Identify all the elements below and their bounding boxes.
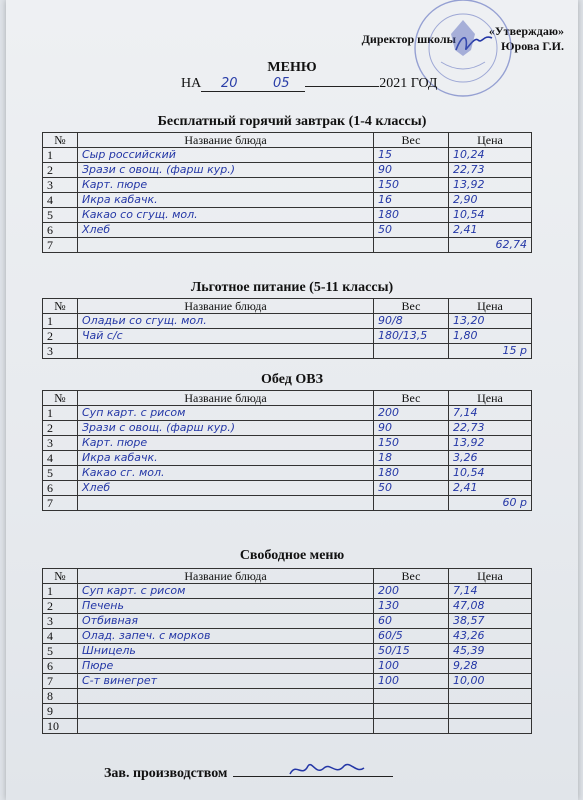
manager-signature <box>286 758 366 787</box>
col-price: Цена <box>449 391 532 406</box>
table-row <box>43 599 532 614</box>
dish-weight: 90/8 <box>374 314 449 329</box>
table-row <box>43 148 532 163</box>
dish-weight: 150 <box>374 436 449 451</box>
section-title-ovz: Обед ОВЗ <box>261 372 323 387</box>
dish-weight <box>374 238 449 253</box>
date-line <box>181 76 437 92</box>
dish-price: 13,20 <box>449 314 532 329</box>
dish-name: Хлеб <box>78 223 374 238</box>
dish-name: Сыр российский <box>78 148 374 163</box>
on-label: НА <box>181 76 202 91</box>
dish-name: Зрази с овощ. (фарш кур.) <box>78 163 374 178</box>
dish-price: 22,73 <box>449 421 532 436</box>
dish-name: Зрази с овощ. (фарш кур.) <box>78 421 374 436</box>
dish-weight: 50/15 <box>374 644 449 659</box>
dish-weight: 90 <box>374 421 449 436</box>
dish-name <box>78 719 374 734</box>
month-value: 05 <box>257 76 305 92</box>
table-row <box>43 584 532 599</box>
dish-price: 45,39 <box>449 644 532 659</box>
dish-name <box>78 496 374 511</box>
dish-name: Какао сг. мол. <box>78 466 374 481</box>
row-num: 7 <box>43 238 78 253</box>
table-row <box>43 314 532 329</box>
table-row <box>43 466 532 481</box>
dish-weight: 130 <box>374 599 449 614</box>
dish-price: 43,26 <box>449 629 532 644</box>
col-weight: Вес <box>374 569 449 584</box>
table-row <box>43 496 532 511</box>
dish-price-total: 60 р <box>449 496 532 511</box>
table-row <box>43 644 532 659</box>
table-row <box>43 421 532 436</box>
production-manager-label: Зав. производством <box>104 766 228 781</box>
table-row <box>43 674 532 689</box>
dish-name: Суп карт. с рисом <box>78 406 374 421</box>
table-row <box>43 329 532 344</box>
section-title-breakfast: Бесплатный горячий завтрак (1-4 классы) <box>157 114 427 129</box>
dish-price: 47,08 <box>449 599 532 614</box>
dish-name: С-т винегрет <box>78 674 374 689</box>
col-name: Название блюда <box>78 133 374 148</box>
dish-name: Отбивная <box>78 614 374 629</box>
dish-price: 2,90 <box>449 193 532 208</box>
dish-weight: 50 <box>374 481 449 496</box>
table-row <box>43 719 532 734</box>
dish-name <box>78 344 374 359</box>
section-title-free: Свободное меню <box>239 548 345 563</box>
dish-weight <box>374 496 449 511</box>
section-title-subsidized: Льготное питание (5-11 классы) <box>190 280 394 295</box>
dish-weight: 60 <box>374 614 449 629</box>
table-row <box>43 344 532 359</box>
dish-price: 10,54 <box>449 208 532 223</box>
dish-price: 13,92 <box>449 436 532 451</box>
director-label: Директор школы <box>361 32 456 46</box>
table-row <box>43 193 532 208</box>
menu-title: МЕНЮ <box>267 60 317 75</box>
dish-price: 3,26 <box>449 451 532 466</box>
col-num: № <box>43 299 78 314</box>
table-row <box>43 659 532 674</box>
row-num: 1 <box>43 314 78 329</box>
row-num: 4 <box>43 451 78 466</box>
breakfast-table <box>42 132 532 253</box>
col-name: Название блюда <box>78 569 374 584</box>
row-num: 9 <box>43 704 78 719</box>
table-row <box>43 629 532 644</box>
col-num: № <box>43 391 78 406</box>
row-num: 3 <box>43 178 78 193</box>
row-num: 5 <box>43 466 78 481</box>
dish-weight: 50 <box>374 223 449 238</box>
dish-weight: 180 <box>374 466 449 481</box>
col-price: Цена <box>449 133 532 148</box>
row-num: 3 <box>43 614 78 629</box>
dish-name: Хлеб <box>78 481 374 496</box>
dish-name: Икра кабачк. <box>78 451 374 466</box>
row-num: 2 <box>43 163 78 178</box>
dish-weight: 180 <box>374 208 449 223</box>
col-price: Цена <box>449 569 532 584</box>
row-num: 6 <box>43 659 78 674</box>
row-num: 2 <box>43 599 78 614</box>
dish-name: Печень <box>78 599 374 614</box>
row-num: 3 <box>43 344 78 359</box>
row-num: 1 <box>43 584 78 599</box>
dish-weight: 100 <box>374 674 449 689</box>
dish-name: Карт. пюре <box>78 436 374 451</box>
dish-name: Чай с/с <box>78 329 374 344</box>
col-name: Название блюда <box>78 299 374 314</box>
row-num: 5 <box>43 208 78 223</box>
dish-name: Олад. запеч. с морков <box>78 629 374 644</box>
dish-weight: 180/13,5 <box>374 329 449 344</box>
dish-name <box>78 704 374 719</box>
dish-weight <box>374 704 449 719</box>
dish-price: 7,14 <box>449 584 532 599</box>
col-weight: Вес <box>374 299 449 314</box>
table-row <box>43 481 532 496</box>
table-row <box>43 223 532 238</box>
dish-price-total: 62,74 <box>449 238 532 253</box>
dish-weight: 18 <box>374 451 449 466</box>
year-label: 2021 ГОД <box>379 76 438 91</box>
free-menu-table <box>42 568 532 734</box>
table-row <box>43 406 532 421</box>
dish-weight: 16 <box>374 193 449 208</box>
row-num: 8 <box>43 689 78 704</box>
dish-weight <box>374 689 449 704</box>
dish-price: 13,92 <box>449 178 532 193</box>
dish-price: 10,00 <box>449 674 532 689</box>
dish-price <box>449 689 532 704</box>
table-row <box>43 614 532 629</box>
table-row <box>43 451 532 466</box>
row-num: 7 <box>43 674 78 689</box>
col-num: № <box>43 569 78 584</box>
approve-label: «Утверждаю» <box>488 24 564 38</box>
row-num: 10 <box>43 719 78 734</box>
row-num: 4 <box>43 629 78 644</box>
dish-weight: 200 <box>374 406 449 421</box>
row-num: 6 <box>43 223 78 238</box>
row-num: 4 <box>43 193 78 208</box>
menu-document <box>6 0 578 800</box>
dish-weight: 200 <box>374 584 449 599</box>
footer <box>104 766 393 782</box>
row-num: 3 <box>43 436 78 451</box>
date-blank <box>305 86 379 87</box>
dish-name <box>78 238 374 253</box>
dish-weight <box>374 344 449 359</box>
row-num: 2 <box>43 421 78 436</box>
table-row <box>43 178 532 193</box>
dish-name: Суп карт. с рисом <box>78 584 374 599</box>
col-weight: Вес <box>374 133 449 148</box>
col-num: № <box>43 133 78 148</box>
row-num: 6 <box>43 481 78 496</box>
row-num: 2 <box>43 329 78 344</box>
dish-weight: 150 <box>374 178 449 193</box>
table-row <box>43 238 532 253</box>
dish-weight <box>374 719 449 734</box>
dish-price: 2,41 <box>449 481 532 496</box>
dish-price <box>449 704 532 719</box>
dish-price: 22,73 <box>449 163 532 178</box>
dish-weight: 100 <box>374 659 449 674</box>
col-price: Цена <box>449 299 532 314</box>
dish-weight: 15 <box>374 148 449 163</box>
day-value: 20 <box>201 76 257 92</box>
dish-price-total: 15 р <box>449 344 532 359</box>
dish-name: Икра кабачк. <box>78 193 374 208</box>
table-row <box>43 163 532 178</box>
dish-price: 10,24 <box>449 148 532 163</box>
subsidized-table <box>42 298 532 359</box>
dish-weight: 90 <box>374 163 449 178</box>
dish-price: 2,41 <box>449 223 532 238</box>
ovz-table <box>42 390 532 511</box>
dish-price: 38,57 <box>449 614 532 629</box>
col-weight: Вес <box>374 391 449 406</box>
row-num: 1 <box>43 148 78 163</box>
dish-price <box>449 719 532 734</box>
dish-name: Пюре <box>78 659 374 674</box>
dish-weight: 60/5 <box>374 629 449 644</box>
table-row <box>43 704 532 719</box>
dish-name: Шницель <box>78 644 374 659</box>
dish-price: 7,14 <box>449 406 532 421</box>
table-row <box>43 436 532 451</box>
dish-price: 10,54 <box>449 466 532 481</box>
table-row <box>43 689 532 704</box>
col-name: Название блюда <box>78 391 374 406</box>
dish-name: Оладьи со сгущ. мол. <box>78 314 374 329</box>
dish-price: 1,80 <box>449 329 532 344</box>
row-num: 7 <box>43 496 78 511</box>
dish-name: Какао со сгущ. мол. <box>78 208 374 223</box>
dish-price: 9,28 <box>449 659 532 674</box>
row-num: 1 <box>43 406 78 421</box>
dish-name <box>78 689 374 704</box>
dish-name: Карт. пюре <box>78 178 374 193</box>
table-row <box>43 208 532 223</box>
row-num: 5 <box>43 644 78 659</box>
director-name: Юрова Г.И. <box>501 39 564 53</box>
